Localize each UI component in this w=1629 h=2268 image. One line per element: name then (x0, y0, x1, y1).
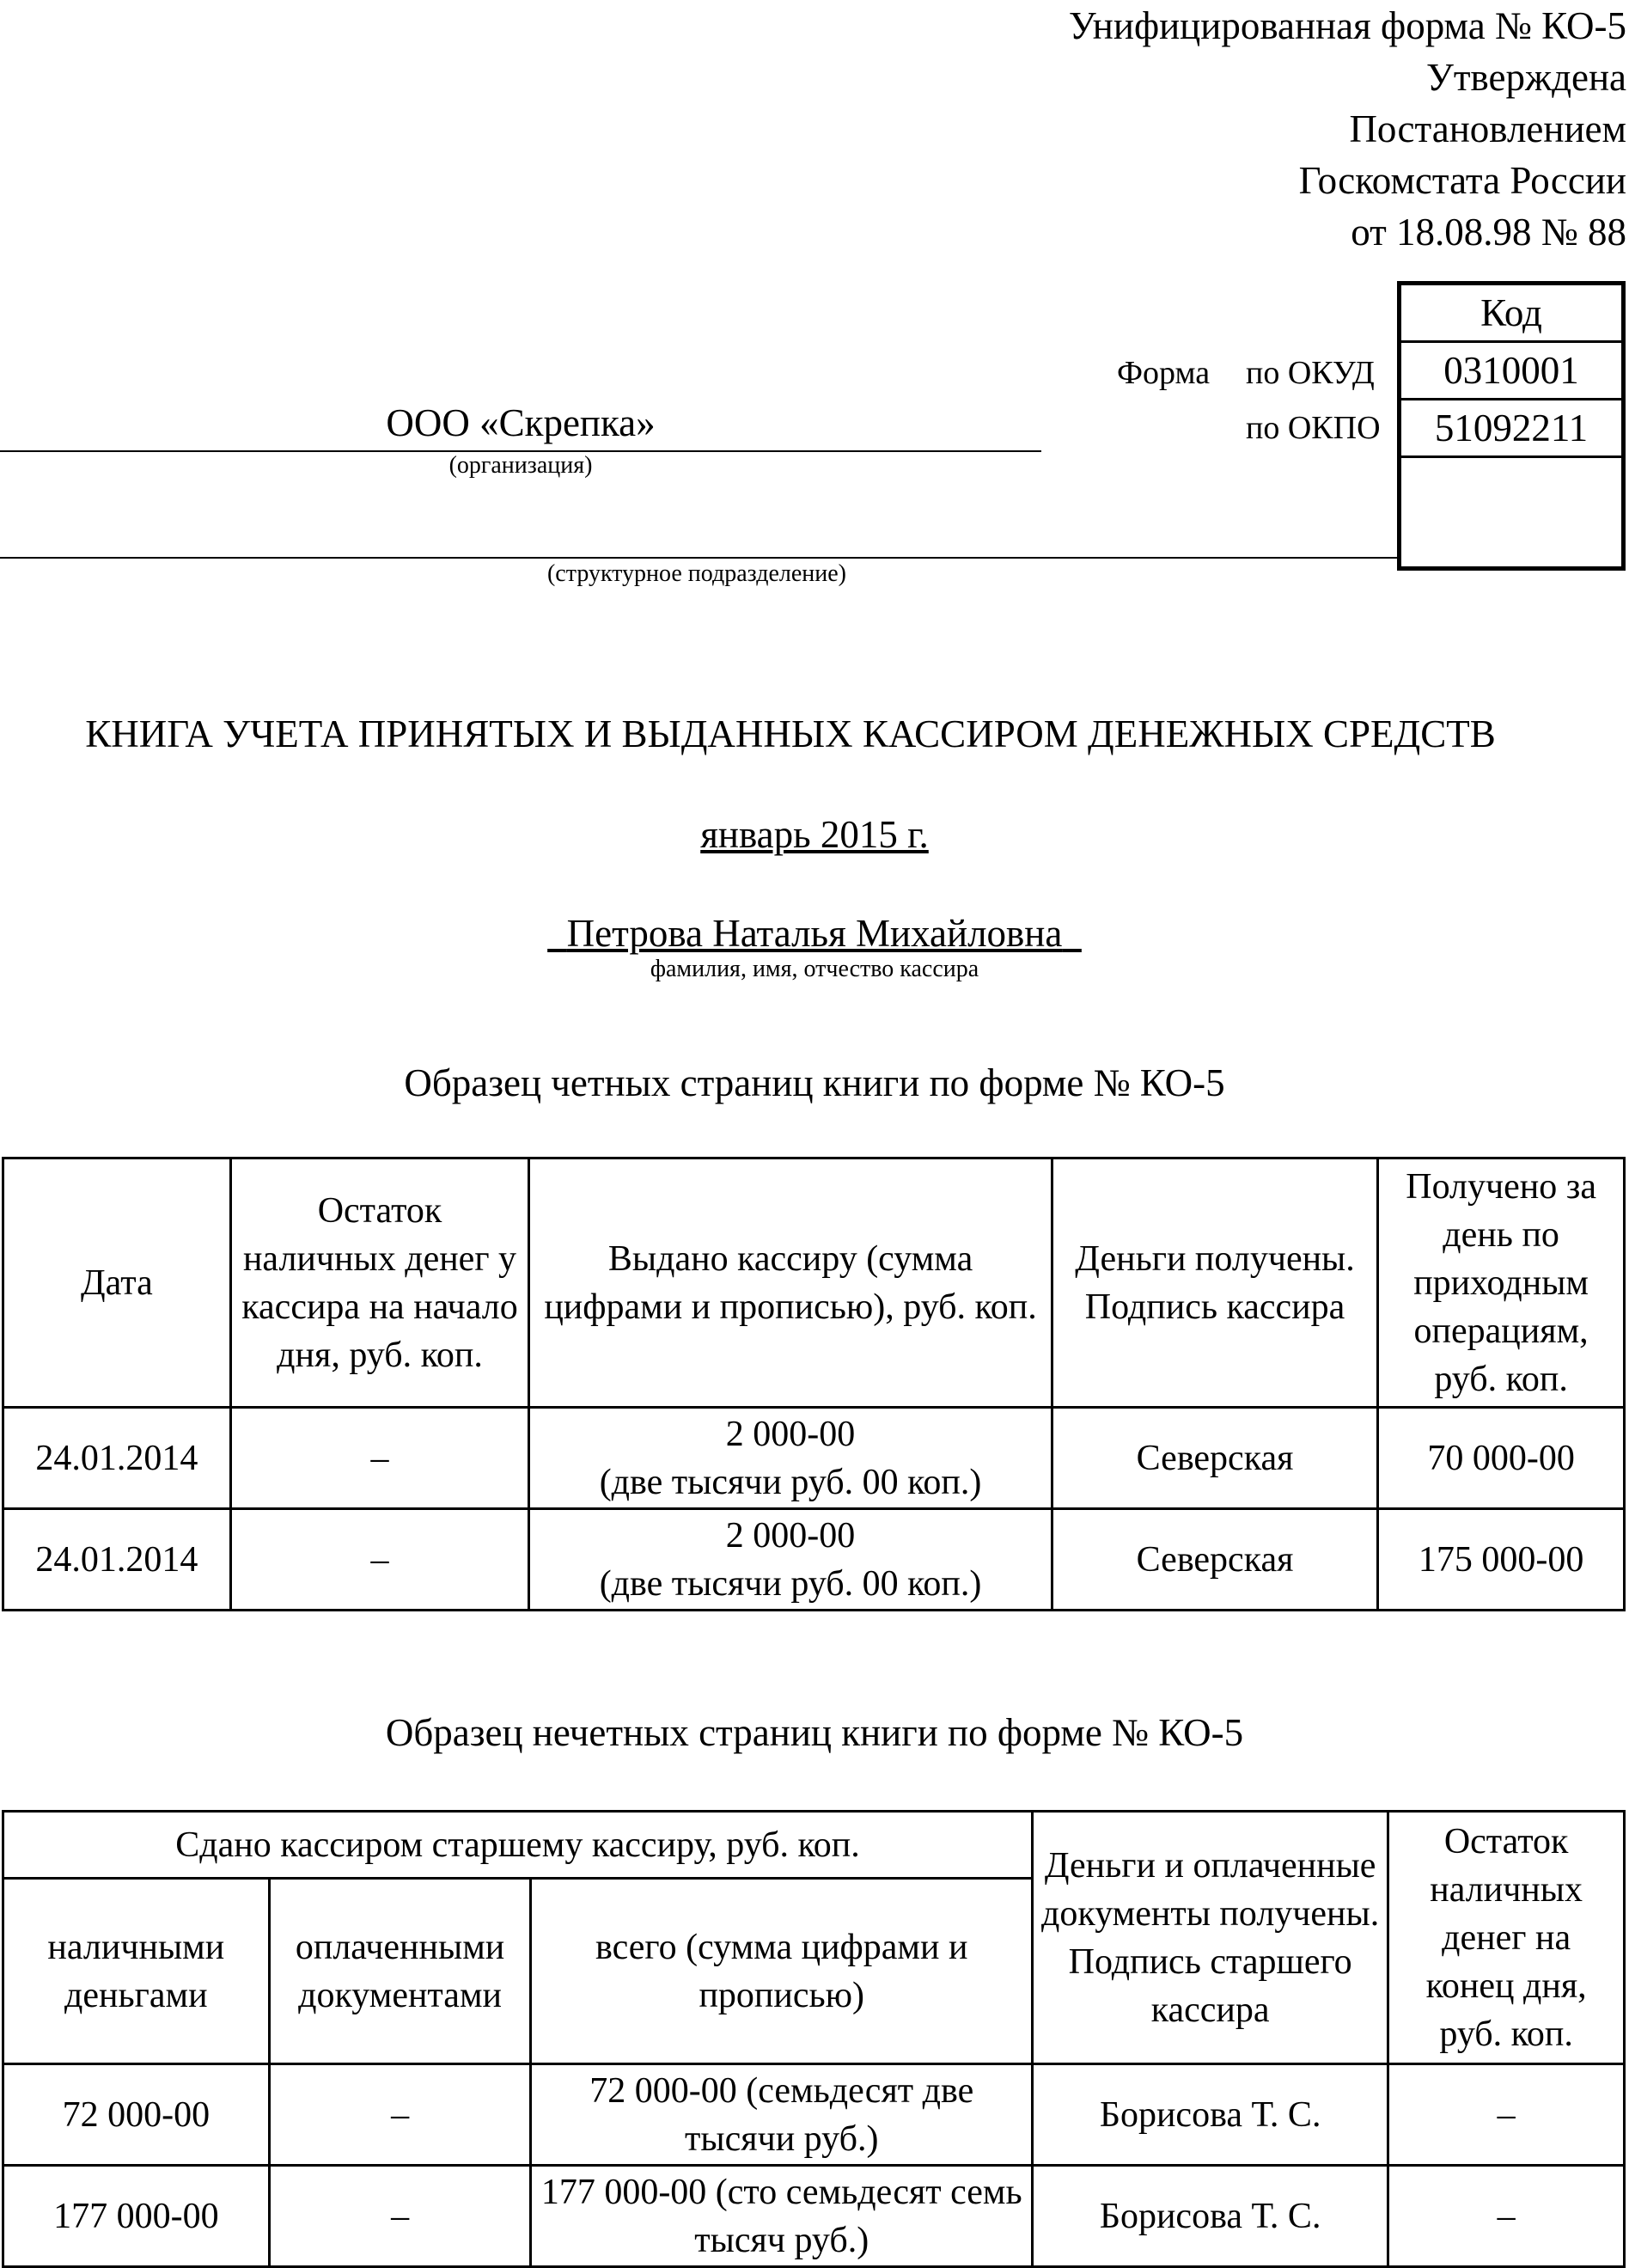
okud-label: по ОКУД (1246, 355, 1375, 391)
okpo-value: 51092211 (1401, 400, 1621, 458)
cell-issued (529, 1509, 1052, 1611)
header-received: Получено за день по приходным операциям, руб. коп. (1378, 1158, 1625, 1408)
header-opening-balance: Остаток наличных денег у кассира на начало дня, руб. коп. (230, 1158, 528, 1408)
resolution-date: от 18.08.98 № 88 (1351, 211, 1626, 254)
code-box (1397, 281, 1626, 571)
header-handed-over-group: Сдано кассиром старшему кассиру, руб. коп. (3, 1812, 1033, 1879)
okpo-label: по ОКПО (1246, 410, 1381, 446)
approval-block (1069, 0, 1626, 258)
cashier-caption: фамилия, имя, отчество кассира (650, 956, 979, 982)
cell-closing-balance: – (1388, 2166, 1625, 2267)
cell-cash: 177 000-00 (3, 2166, 270, 2267)
table-row (3, 2166, 1625, 2267)
even-pages-table (2, 1157, 1626, 1611)
header-closing-balance: Остаток наличных денег на конец дня, руб. коп. (1388, 1812, 1625, 2064)
even-table-header-row (3, 1158, 1625, 1408)
division-caption: (структурное подразделение) (546, 560, 847, 587)
period (0, 812, 1629, 857)
table-row (3, 2064, 1625, 2166)
cell-balance: – (230, 1408, 528, 1509)
period-text: январь 2015 г. (700, 813, 929, 856)
header-senior-signature: Деньги и оплаченные документы получены. Подпись старшего кассира (1033, 1812, 1388, 2064)
cell-signature: Северская (1052, 1408, 1377, 1509)
form-name: Унифицированная форма № КО-5 (1068, 4, 1626, 47)
header-date: Дата (3, 1158, 231, 1408)
agency-text: Госкомстата России (1298, 159, 1626, 202)
issued-amount: 2 000-00 (725, 1515, 856, 1556)
cell-senior-signature: Борисова Т. С. (1033, 2064, 1388, 2166)
cell-senior-signature: Борисова Т. С. (1033, 2166, 1388, 2267)
header-cash: наличными деньгами (3, 1879, 270, 2064)
cell-documents: – (269, 2166, 531, 2267)
issued-amount: 2 000-00 (725, 1414, 856, 1454)
even-table-title: Образец четных страниц книги по форме № КО-5 (404, 1061, 1225, 1104)
approved-text: Утверждена (1426, 56, 1626, 99)
table-row (3, 1509, 1625, 1611)
cashier-name: Петрова Наталья Михайловна (566, 912, 1063, 955)
code-header: Код (1401, 285, 1621, 343)
issued-words: (две тысячи руб. 00 коп.) (599, 1563, 982, 1604)
header-documents: оплаченными документами (269, 1879, 531, 2064)
organization-caption: (организация) (448, 452, 593, 479)
cell-documents: – (269, 2064, 531, 2166)
cell-received: 70 000-00 (1378, 1408, 1625, 1509)
cell-total: 72 000-00 (семьдесят две тысячи руб.) (531, 2064, 1033, 2166)
cell-issued (529, 1408, 1052, 1509)
header-signature: Деньги получены. Подпись кассира (1052, 1158, 1377, 1408)
odd-pages-table (2, 1810, 1626, 2268)
division-code (1401, 458, 1621, 566)
cell-closing-balance: – (1388, 2064, 1625, 2166)
odd-table-group-row (3, 1812, 1625, 1879)
cell-signature: Северская (1052, 1509, 1377, 1611)
header-total: всего (сумма цифрами и прописью) (531, 1879, 1033, 2064)
cell-received: 175 000-00 (1378, 1509, 1625, 1611)
form-label: Форма (1117, 355, 1211, 391)
header-issued: Выдано кассиру (сумма цифрами и прописью), руб. коп. (529, 1158, 1052, 1408)
cell-date: 24.01.2014 (3, 1408, 231, 1509)
cell-total: 177 000-00 (сто семьдесят семь тысяч руб.) (531, 2166, 1033, 2267)
table-row (3, 1408, 1625, 1509)
cell-cash: 72 000-00 (3, 2064, 270, 2166)
cashier-name-line (0, 911, 1629, 956)
issued-words: (две тысячи руб. 00 коп.) (599, 1462, 982, 1502)
page-title: КНИГА УЧЕТА ПРИНЯТЫХ И ВЫДАННЫХ КАССИРОМ ДЕНЕЖНЫХ СРЕДСТВ (85, 712, 1496, 755)
okud-value: 0310001 (1401, 343, 1621, 400)
organization-name: ООО «Скрепка» (386, 401, 656, 444)
resolution-text: Постановлением (1349, 107, 1626, 150)
cell-balance: – (230, 1509, 528, 1611)
odd-table-title: Образец нечетных страниц книги по форме № КО-5 (385, 1711, 1244, 1754)
division-line (0, 557, 1397, 559)
cell-date: 24.01.2014 (3, 1509, 231, 1611)
